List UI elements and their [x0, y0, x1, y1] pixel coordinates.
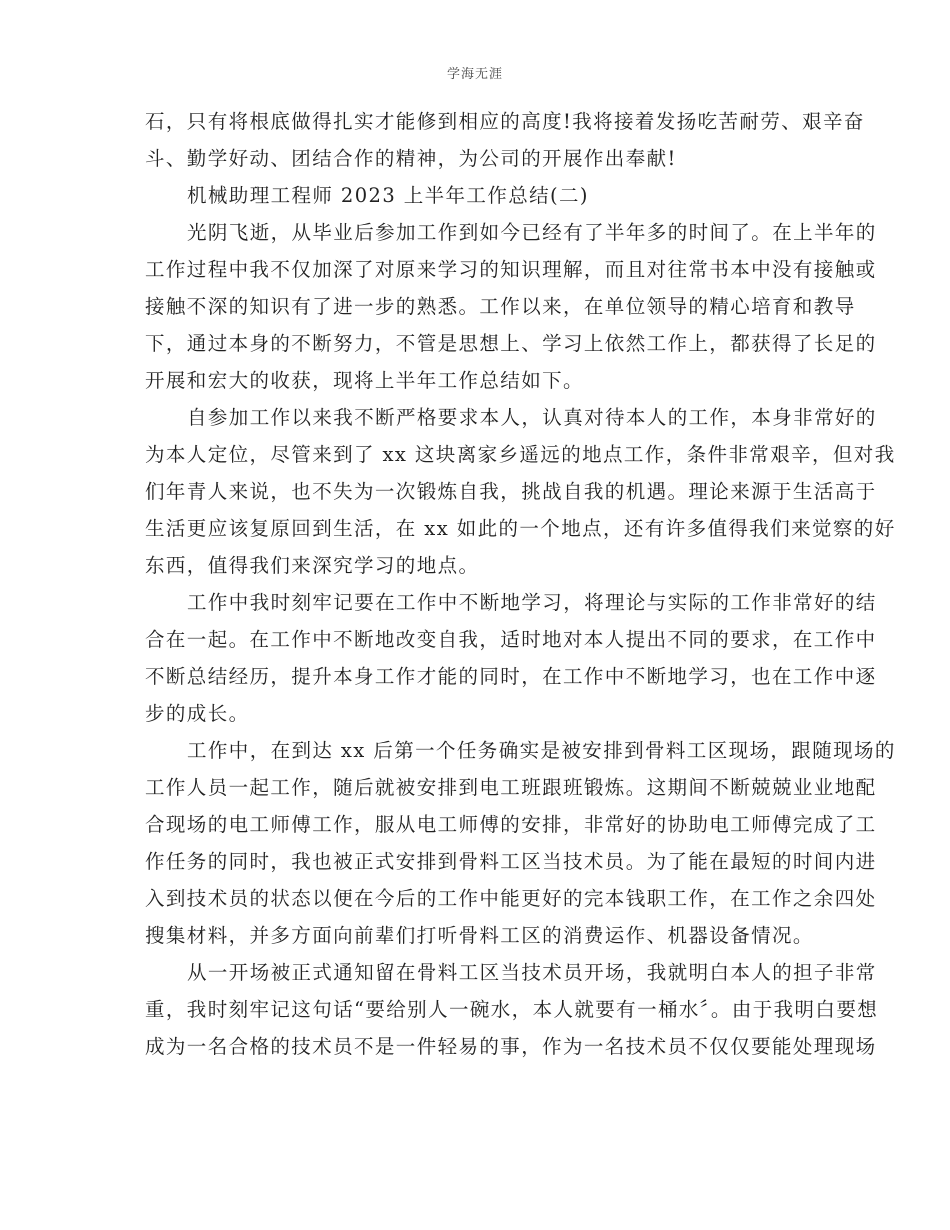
text-line: 东西，值得我们来深究学习的地点。 [145, 554, 480, 577]
text-line: 成为一名合格的技术员不是一件轻易的事，作为一名技术员不仅仅要能处理现场 [145, 1035, 877, 1058]
text-line: 重，我时刻牢记这句话“要给别人一碗水，本人就要有一桶水〞。由于我明白要想 [145, 998, 879, 1021]
paragraph [145, 399, 896, 584]
text-line: 下，通过本身的不断努力，不管是思想上、学习上依然工作上，都获得了长足的 [145, 332, 877, 355]
text-line: 搜集材料，并多方面向前辈们打听骨料工区的消费运作、机器设备情况。 [145, 924, 814, 947]
paragraph [145, 214, 877, 399]
text-line: 从一开场被正式通知留在骨料工区当技术员开场，我就明白本人的担子非常 [187, 961, 877, 984]
text-line: 光阴飞逝，从毕业后参加工作到如今已经有了半年多的时间了。在上半年的 [187, 221, 877, 244]
text-line: 工作中，在到达 xx 后第一个任务确实是被安排到骨料工区现场，跟随现场的 [187, 739, 896, 762]
text-line: 步的成长。 [145, 702, 250, 725]
paragraph [145, 584, 877, 732]
section-title-text: 机械助理工程师 2023 上半年工作总结(二) [187, 184, 589, 207]
text-line: 入到技术员的状态以便在今后的工作中能更好的完本钱职工作，在工作之余四处 [145, 887, 877, 910]
paragraph [145, 103, 865, 177]
paragraph [145, 954, 879, 1065]
document-body [145, 103, 896, 1065]
text-line: 工作人员一起工作，随后就被安排到电工班跟班锻炼。这期间不断兢兢业业地配 [145, 776, 877, 799]
text-line: 合现场的电工师傅工作，服从电工师傅的安排，非常好的协助电工师傅完成了工 [145, 813, 877, 836]
text-line: 不断总结经历，提升本身工作才能的同时，在工作中不断地学习，也在工作中逐 [145, 665, 877, 688]
text-line: 们年青人来说，也不失为一次锻炼自我，挑战自我的机遇。理论来源于生活高于 [145, 480, 877, 503]
text-line: 开展和宏大的收获，现将上半年工作总结如下。 [145, 369, 584, 392]
text-line: 接触不深的知识有了进一步的熟悉。工作以来，在单位领导的精心培育和教导 [145, 295, 856, 318]
text-line: 自参加工作以来我不断严格要求本人，认真对待本人的工作，本身非常好的 [187, 406, 877, 429]
section-title [145, 177, 805, 214]
text-line: 石，只有将根底做得扎实才能修到相应的高度!我将接着发扬吃苦耐劳、艰辛奋 [145, 110, 865, 133]
text-line: 生活更应该复原回到生活，在 xx 如此的一个地点，还有许多值得我们来觉察的好 [145, 517, 896, 540]
text-line: 合在一起。在工作中不断地改变自我，适时地对本人提出不同的要求，在工作中 [145, 628, 877, 651]
page-header: 学海无涯 [446, 67, 503, 82]
paragraph [145, 732, 896, 954]
text-line: 工作中我时刻牢记要在工作中不断地学习，将理论与实际的工作非常好的结 [187, 591, 877, 614]
text-line: 作任务的同时，我也被正式安排到骨料工区当技术员。为了能在最短的时间内进 [145, 850, 877, 873]
text-line: 为本人定位，尽管来到了 xx 这块离家乡遥远的地点工作，条件非常艰辛，但对我 [145, 443, 896, 466]
text-line: 工作过程中我不仅加深了对原来学习的知识理解，而且对往常书本中没有接触或 [145, 258, 877, 281]
text-line: 斗、勤学好动、团结合作的精神，为公司的开展作出奉献! [145, 147, 677, 170]
